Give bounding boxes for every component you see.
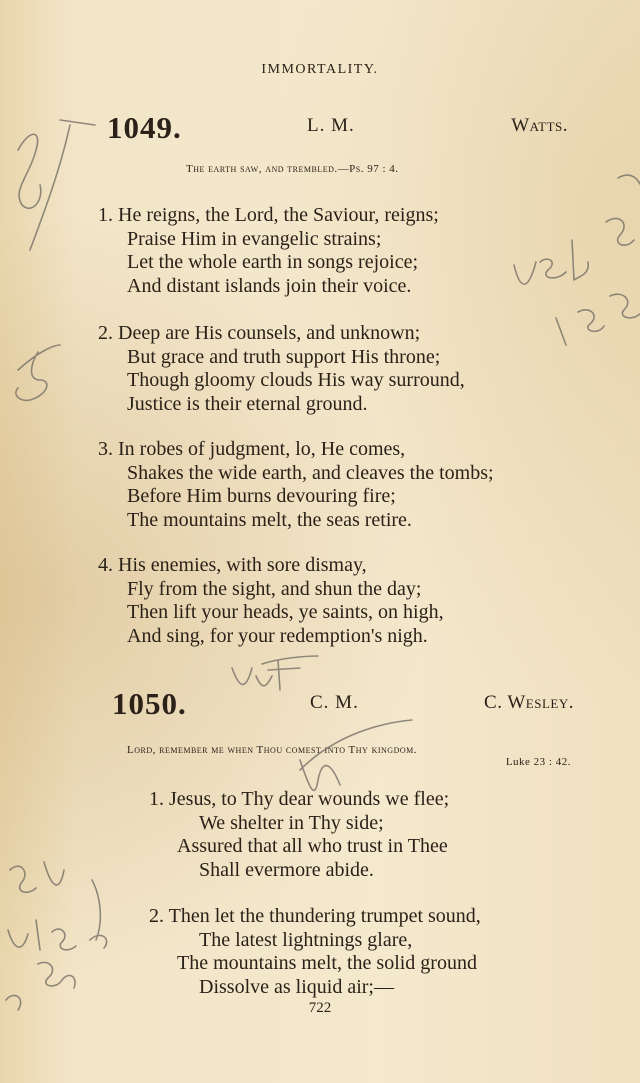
stanza: [149, 905, 481, 999]
stanza-line: Justice is their eternal ground.: [127, 392, 368, 415]
hymn-meter: L. M.: [307, 115, 355, 136]
hymn-epigraph: The earth saw, and trembled.—Ps. 97 : 4.: [186, 163, 399, 175]
stanza-line: The latest lightnings glare,: [199, 928, 413, 951]
stanza-line: 1. Jesus, to Thy dear wounds we flee;: [149, 788, 450, 810]
hymn-author: C. Wesley.: [484, 692, 574, 713]
pencil-scribble: [618, 175, 640, 184]
hymn-epigraph: Lord, remember me when Thou comest into Thy kingdom.: [127, 744, 417, 756]
pencil-scribble: [30, 120, 95, 250]
stanza-line: Fly from the sight, and shun the day;: [127, 577, 422, 600]
running-head: IMMORTALITY.: [261, 62, 379, 77]
hymn-number: 1050.: [112, 686, 187, 721]
stanza-line: And sing, for your redemption's nigh.: [127, 624, 428, 647]
page-number: 722: [308, 1000, 332, 1016]
pencil-scribble: [556, 294, 640, 345]
stanza: [98, 322, 465, 416]
hymn-meter: C. M.: [310, 692, 359, 713]
stanza-line: Shakes the wide earth, and cleaves the tombs;: [127, 461, 494, 484]
stanza-line: Before Him burns devouring fire;: [127, 485, 396, 507]
stanza-line: Though gloomy clouds His way surround,: [127, 369, 465, 391]
stanza-line: Let the whole earth in songs rejoice;: [127, 251, 419, 273]
stanza-line: 2. Then let the thundering trumpet sound,: [149, 905, 481, 927]
stanza-line: Assured that all who trust in Thee: [177, 835, 448, 857]
stanza-line: The mountains melt, the seas retire.: [127, 508, 412, 531]
stanza-line: And distant islands join their voice.: [127, 274, 412, 297]
stanza-line: Praise Him in evangelic strains;: [127, 227, 382, 250]
stanza-line: 4. His enemies, with sore dismay,: [98, 554, 367, 576]
stanza-line: 2. Deep are His counsels, and unknown;: [98, 322, 421, 344]
stanza: [98, 554, 444, 648]
stanza-line: Dissolve as liquid air;—: [199, 975, 394, 998]
stanza-line: But grace and truth support His throne;: [127, 345, 441, 368]
pencil-scribble: [606, 218, 634, 245]
stanza-line: Then lift your heads, ye saints, on high,: [127, 601, 444, 623]
pencil-scribble: [232, 656, 318, 690]
stanza-line: Shall evermore abide.: [199, 858, 374, 881]
pencil-scribble: [16, 345, 60, 400]
stanza-line: The mountains melt, the solid ground: [177, 952, 477, 974]
pencil-scribble: [18, 134, 41, 208]
hymn-epigraph-reference: Luke 23 : 42.: [505, 756, 571, 768]
stanza: [98, 204, 439, 298]
hymn-author: Watts.: [511, 115, 568, 136]
stanza-line: 3. In robes of judgment, lo, He comes,: [98, 438, 406, 460]
stanza-line: 1. He reigns, the Lord, the Saviour, reigns;: [98, 204, 439, 226]
pencil-scribble: [8, 920, 107, 950]
stanza-line: We shelter in Thy side;: [199, 811, 384, 834]
stanza: [98, 438, 494, 532]
pencil-scribble: [514, 240, 588, 284]
hymn-number: 1049.: [107, 110, 182, 145]
stanza: [149, 788, 449, 882]
pencil-scribble: [10, 862, 64, 892]
pencil-scribble: [92, 880, 100, 940]
